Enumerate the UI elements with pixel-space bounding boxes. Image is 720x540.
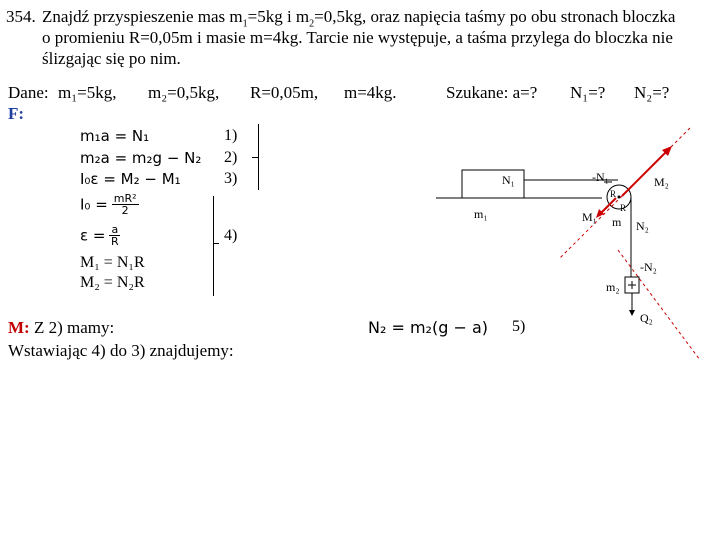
problem-line-1: Znajdź przyspieszenie mas $m_1=5kg$ i $m_2=0,5kg$, oraz napięcia taśmy po obu stronach bloczka (42, 7, 676, 30)
equation-M1: M₁ = N₁R (80, 254, 145, 271)
equation-number-4: 4) (224, 227, 238, 244)
equation-M2: M₂ = N₂R (80, 274, 145, 291)
label-minus-N1: -N₁ (592, 170, 609, 184)
equation-5: N₂ = m₂(g − a) (368, 318, 488, 337)
given-m1: m₁=5kg, (58, 83, 117, 102)
arrow-M2 (622, 150, 668, 196)
sought-N2: N₂=? (634, 83, 670, 102)
given-m: m=4kg. (344, 83, 397, 102)
math-line-2: Wstawiając 4) do 3) znajdujemy: (8, 341, 234, 360)
label-R-top: R (610, 189, 617, 199)
equation-number-1: 1) (224, 127, 238, 144)
equation-epsilon: ε = $\frac{a}{R}$ (80, 223, 119, 248)
given-label: Dane: (8, 83, 49, 102)
label-N2: N₂ (636, 219, 649, 233)
equation-number-2: 2) (224, 149, 238, 166)
problem-number: 354. (6, 7, 36, 26)
label-M2: M₂ (654, 175, 669, 189)
label-N1: N₁ (502, 173, 515, 187)
given-m2: m₂=0,5kg, (148, 83, 220, 102)
equation-number-5: 5) (512, 318, 526, 335)
label-R-right: R (620, 203, 627, 213)
given-R: R=0,05m, (250, 83, 319, 102)
equation-1: m₁a = N₁ (80, 127, 150, 145)
problem-line-2: o promieniu R=0,05m i masie m=4kg. Tarcie nie występuje, a taśma przylega do bloczka nie (42, 28, 673, 47)
math-label: M: (8, 318, 30, 337)
equation-I0: I₀ = $\frac{\text{mR²}}{2}$ (80, 192, 137, 217)
physics-label: F: (8, 104, 25, 123)
equation-2: m₂a = m₂g − N₂ (80, 149, 202, 167)
math-line-1: M: Z 2) mamy: (8, 318, 115, 337)
label-m1: m₁ (474, 207, 488, 221)
label-M1: M₁ (582, 210, 597, 224)
problem-line-3: ślizgając się po nim. (42, 49, 181, 68)
label-m: m (612, 215, 622, 229)
label-minus-N2: -N₂ (640, 260, 657, 274)
label-m2: m₂ (606, 280, 620, 294)
equation-3: I₀ε = M₂ − M₁ (80, 170, 181, 188)
dashed-line-bottom (618, 250, 700, 360)
sought-label: Szukane: a=? (446, 83, 538, 102)
equation-number-3: 3) (224, 170, 238, 187)
label-Q2: Q₂ (640, 311, 653, 325)
sought-N1: N₁=? (570, 83, 606, 102)
